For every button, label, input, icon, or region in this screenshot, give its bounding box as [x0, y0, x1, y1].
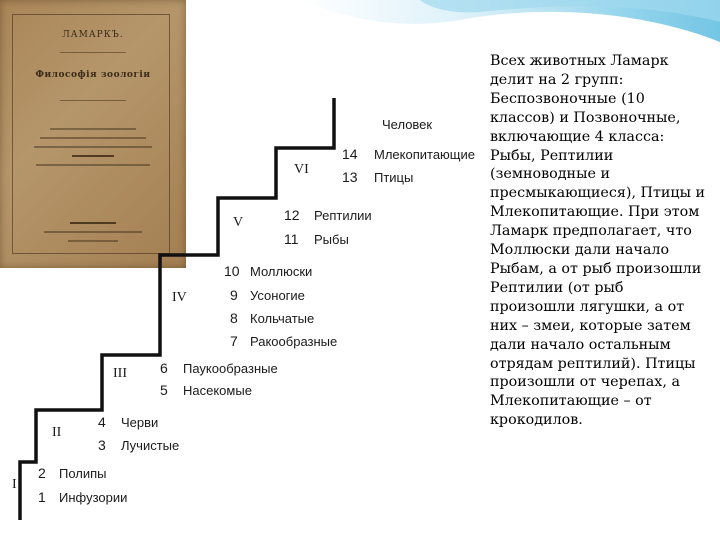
class-number: 1	[38, 489, 46, 505]
book-author: ЛАМАРКЪ.	[62, 30, 124, 40]
step-roman-numeral: VI	[294, 162, 309, 177]
lamarck-classification-description: Всех животных Ламарк делит на 2 групп: Беспозвоночные (10 классов) и Позвоночные, включающие 4 класса: Рыбы, Рептилии (земноводные и пресмыкающиеся), Птицы и Млекопитающие. При этом Ламарк предполагает, что Моллюски дали начало Рыбам, а от рыб произошли Рептилии (от рыб произошли лягушки, а от них – змеи, которые затем дали начало остальным отрядам рептилий). Птицы произошли от черепах, а Млекопитающие – от крокодилов.	[490, 53, 706, 429]
step-roman-numeral: I	[12, 477, 17, 492]
class-name: Черви	[121, 415, 159, 430]
class-number: 8	[230, 310, 238, 326]
class-name: Паукообразные	[183, 361, 278, 376]
class-name: Лучистые	[121, 438, 180, 453]
class-number: 9	[230, 287, 238, 303]
class-name: Полипы	[59, 466, 107, 481]
class-number: 4	[98, 414, 106, 430]
class-name: Насекомые	[183, 383, 252, 398]
class-number: 12	[284, 207, 300, 223]
class-number: 6	[160, 360, 168, 376]
class-number: 13	[342, 169, 358, 185]
class-number: 2	[38, 465, 46, 481]
class-number: 14	[342, 146, 358, 162]
class-number: 3	[98, 437, 106, 453]
class-name: Кольчатые	[250, 311, 315, 326]
class-number: 10	[224, 263, 240, 279]
class-number: 5	[160, 382, 168, 398]
class-name: Инфузории	[59, 490, 128, 505]
class-name: Млекопитающие	[374, 147, 475, 162]
book-title: Философія зоологіи	[35, 70, 151, 80]
ladder-top-label: Человек	[382, 117, 433, 132]
class-name: Ракообразные	[250, 334, 338, 349]
step-roman-numeral: II	[52, 425, 62, 440]
step-roman-numeral: V	[233, 215, 244, 230]
class-name: Усоногие	[250, 288, 305, 303]
class-name: Птицы	[374, 170, 414, 185]
step-roman-numeral: III	[113, 366, 127, 381]
class-name: Моллюски	[250, 264, 313, 279]
class-number: 7	[230, 333, 238, 349]
step-roman-numeral: IV	[172, 290, 187, 305]
class-number: 11	[284, 231, 299, 247]
class-name: Рыбы	[314, 232, 349, 247]
class-name: Рептилии	[314, 208, 372, 223]
